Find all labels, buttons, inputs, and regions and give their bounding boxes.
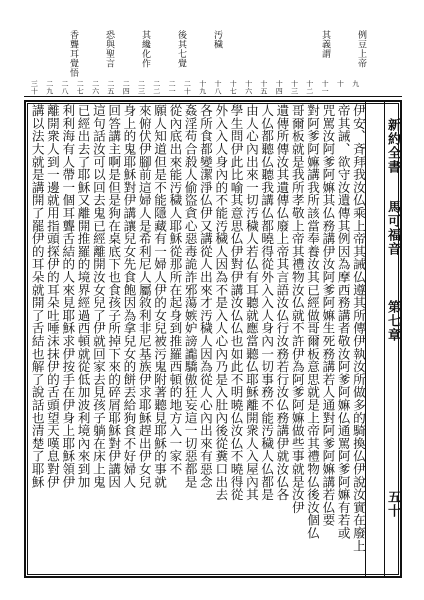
verse-number: 九	[351, 80, 360, 88]
text-column: 回答講主啊是但是狗在桌底下也食孩子所掉下來的碎屑耶穌對伊講因	[106, 104, 122, 488]
text-column: 已經出去了耶穌又離開推羅的境界經過西頓就從低加波利境內來到加	[75, 104, 91, 488]
verse-number: 二七	[76, 80, 85, 95]
verse-number: 二六	[91, 80, 100, 95]
text-column: 講以法大就是講開了罷伊的耳朵就開了舌結也解了說話也清楚了耶穌	[29, 104, 45, 488]
verse-number: 十九	[198, 80, 207, 95]
verse-number: 二九	[45, 80, 54, 95]
verse-number: 二八	[61, 80, 69, 95]
verse-number: 十	[336, 80, 345, 88]
header-note: 例豆上帝	[356, 30, 366, 68]
text-column: 這句話汝可以回去鬼已經離開汝女兒了伊就回家去見孩子躺在床上鬼	[90, 104, 106, 488]
text-column: 從內底出來能汚穢人耶穌從那所在起身到推羅西頓的地方入一家不	[167, 104, 183, 476]
text-column: 願人知道但是不能隱藏有一婦人伊的女兒被污鬼附著聽見耶穌的事就	[152, 104, 168, 488]
header-note: 恐與聖言	[104, 30, 114, 68]
verse-number: 二十	[183, 80, 192, 95]
text-column: 各所食都變潔淨仏伊又講從人出來才汚穢人因為從人心內出來有惡念	[197, 104, 213, 488]
text-column: 利利海有人帶一個耳聾舌結的人來見耶穌求伊按手在伊身上耶穌領伊	[60, 104, 76, 488]
verse-number: 十三	[290, 80, 299, 95]
text-column: 姦淫苟合殺人偷盜貪心惡毒詭詐邪蕩嫉妒謗讟驕傲狂妄這一切惡都是	[182, 104, 198, 488]
verse-number: 三十	[30, 80, 39, 95]
section-name: 馬可福音	[385, 200, 400, 256]
header-note: 後其七覺	[176, 30, 186, 68]
text-column: 咒罵汝阿爹阿嫲其仏務講伊汝阿爹阿嫲生死務講若人通對阿爹阿嫲講若仏要	[320, 104, 336, 527]
verse-number: 二三	[137, 80, 146, 95]
verse-number: 十一	[321, 80, 330, 95]
page-number: 五十	[385, 490, 400, 518]
text-column: 對阿爹阿嫲講我所該當奉養汝其已經做哥爾板意思就是上帝其禮物仏後汝個仏	[305, 104, 321, 540]
verse-number: 二一	[168, 80, 177, 95]
verse-number: 二二	[152, 80, 161, 95]
header-note: 其纔化作	[140, 30, 150, 68]
text-column: 帝其誡、欲守汝遺傳其例因為摩西務講者敬汝阿爹阿嫲仏通罵阿爹阿嫲有若或	[335, 104, 351, 540]
verse-number: 十二	[305, 80, 314, 95]
text-column: 學生問伊此比喻其意思仏伊對伊講汝仏仏也如此不明曉仏汝仏不曉得從	[228, 104, 244, 501]
verse-number: 二四	[122, 80, 131, 95]
chapter-label: 第七章	[385, 300, 400, 342]
text-column: 伊安、斉拜我汝仏乘上帝其誡仏遵其所傳伊執汝所做多的騎換仏伊說汝實在廢上	[350, 104, 366, 552]
text-column: 哥爾板就是我所孝敬上帝其禮物汝仏就不許伊為阿爹阿嫲做些事就是汝伊	[289, 104, 305, 514]
text-column: 由人心內出來一切汚穢人若仏有耳聽就應當聽仏耶穌離開衆人入屋內其	[243, 104, 259, 501]
verse-number: 十七	[229, 80, 238, 95]
verse-number: 二五	[106, 80, 115, 95]
text-column: 人仏都聽仏聽我講仏都曉得從外入入人身內一切事務不能汚穢人仏都是	[259, 104, 275, 501]
text-column: 身上的鬼耶穌對伊講讓兒女先食飽因為拿兒女的餅丟給狗食不好婦人	[121, 104, 137, 488]
verse-number: 十八	[214, 80, 222, 95]
header-note: 香聾耳覺悟	[68, 30, 78, 78]
verse-number: 十五	[259, 80, 268, 95]
book-title: 新約全書	[385, 118, 400, 174]
verse-number: 十六	[244, 80, 253, 95]
text-column: 外入入人身內的不能汚穢人因為不是入人心內乃是入肚內後從糞口出去	[213, 104, 229, 501]
text-column: 離開衆人到一邊就用指頭探伊的耳朵吐唾沫抹伊的舌頭望天嘆息對伊	[44, 104, 60, 488]
verse-number: 十四	[275, 80, 284, 95]
header-note: 汚穢	[212, 30, 222, 49]
header-note: 其義謂	[320, 30, 330, 59]
text-column: 遺傳所傳汝其遺傳仏廢上帝其言語汝仏行汝務若行汝仏務講伊就汝仏各	[274, 104, 290, 501]
text-column: 來俯伏伊腳前這婦人是希利尼人屬敘利非尼基族伊求耶穌趕出伊女兒	[136, 104, 152, 488]
